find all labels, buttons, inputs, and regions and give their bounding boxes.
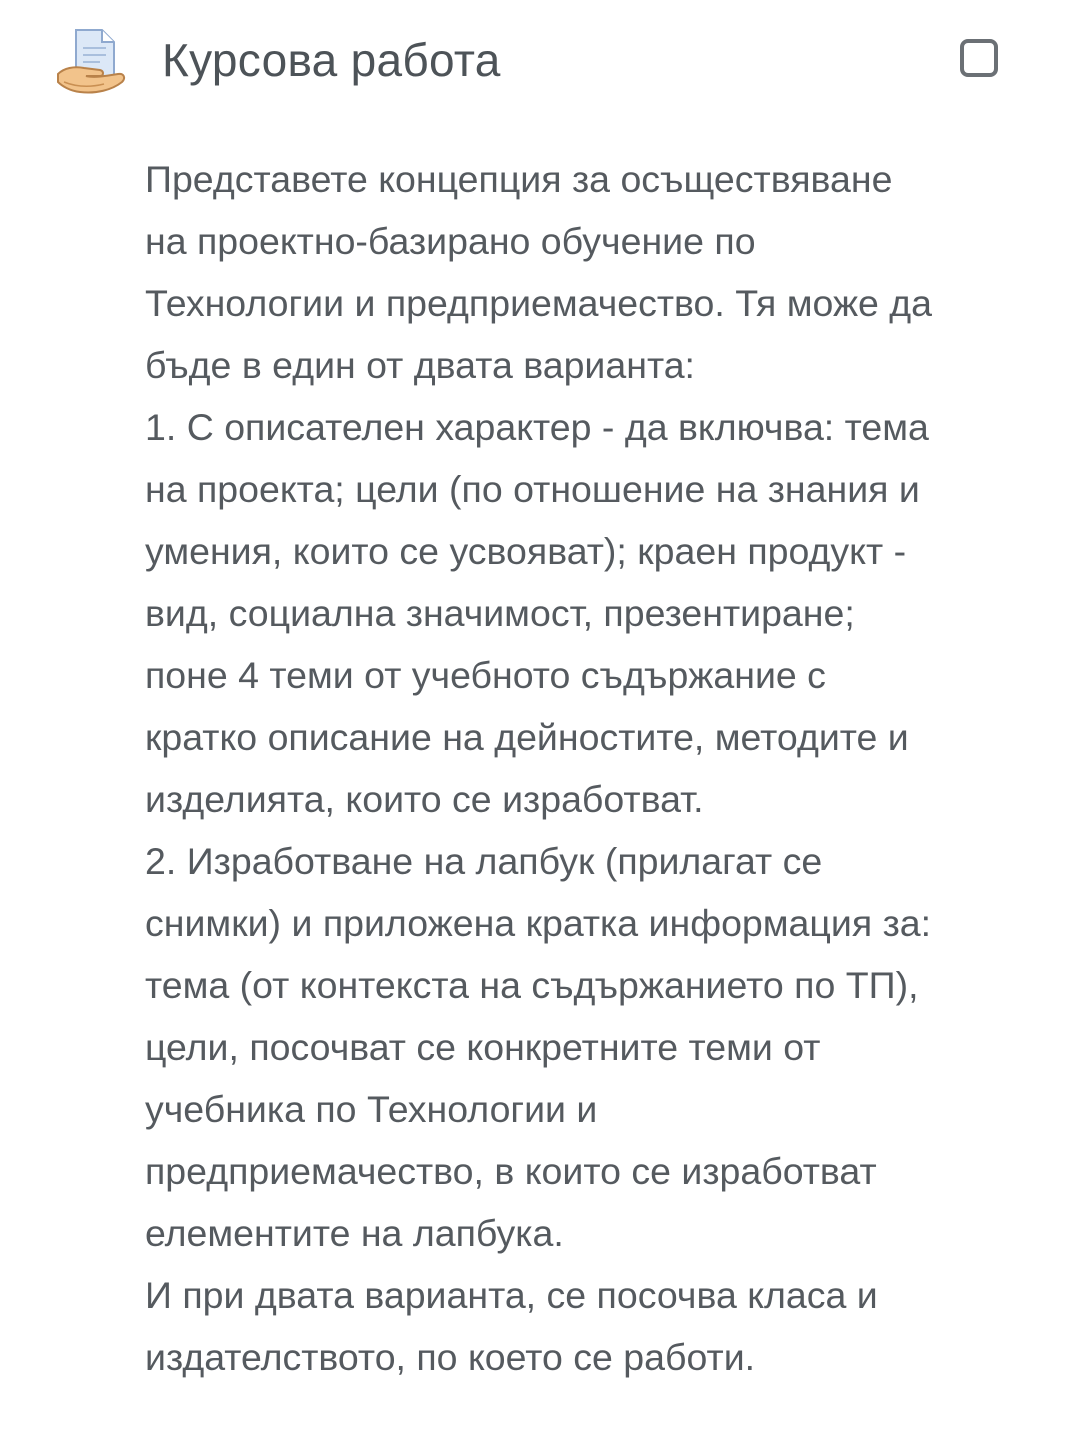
activity-description [145, 148, 1045, 1388]
description-line: умения, които се усвояват); краен продукт - [145, 530, 907, 572]
description-line: на проекта; цели (по отношение на знания и [145, 468, 920, 510]
assignment-icon[interactable] [56, 26, 128, 98]
description-line: тема (от контекста на съдържанието по ТП), [145, 964, 919, 1006]
description-line: бъде в един от двата варианта: [145, 344, 695, 386]
description-line: кратко описание на дейностите, методите и [145, 716, 909, 758]
description-line: Представете концепция за осъществяване [145, 158, 893, 200]
activity-header [0, 0, 1077, 120]
description-line: И при двата варианта, се посочва класа и [145, 1274, 878, 1316]
description-line: предприемачество, в които се изработват [145, 1150, 877, 1192]
description-line: поне 4 теми от учебното съдържание с [145, 654, 826, 696]
description-line: вид, социална значимост, презентиране; [145, 592, 855, 634]
description-line: Технологии и предприемачество. Тя може да [145, 282, 933, 324]
activity-title[interactable]: Курсова работа [162, 34, 501, 86]
description-line: издателството, по което се работи. [145, 1336, 756, 1378]
description-line: изделията, които се изработват. [145, 778, 704, 820]
description-line: учебника по Технологии и [145, 1088, 598, 1130]
description-line: 1. С описателен характер - да включва: тема [145, 406, 929, 448]
description-line: 2. Изработване на лапбук (прилагат се [145, 840, 823, 882]
description-line: снимки) и приложена кратка информация за: [145, 902, 932, 944]
completion-checkbox[interactable] [960, 39, 998, 77]
description-line: елементите на лапбука. [145, 1212, 564, 1254]
description-line: цели, посочват се конкретните теми от [145, 1026, 821, 1068]
description-line: на проектно-базирано обучение по [145, 220, 756, 262]
